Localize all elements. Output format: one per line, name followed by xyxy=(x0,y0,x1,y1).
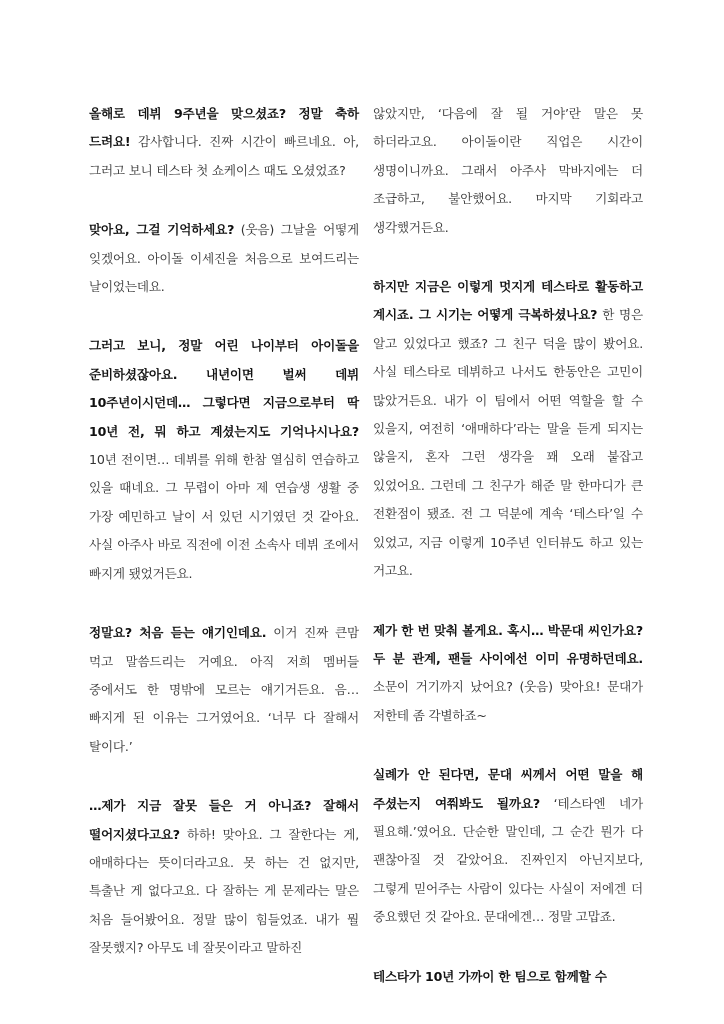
qa-paragraph xyxy=(373,273,643,585)
question-text: 맞아요, 그걸 기억하세요? xyxy=(89,222,235,238)
answer-text: 한 명은 알고 있었다고 했죠? 그 친구 덕을 많이 봤어요. 사실 테스타로 데뷔하고 나서도 한동안은 고민이 많았거든요. 내가 이 팀에서 어떤 역할을 할 수 있을지, 여전히 ‘애매하다’라는 말을 듣게 되지는 않을지, 혼자 그런 생각을 꽤 오래 붙잡고 있었어요. 그런데 그 친구가 해준 말 한마디가 큰 전환점이 됐죠. 전 그 덕분에 계속 ‘테스타’일 수 있었고, 지금 이렇게 10주년 인터뷰도 하고 있는 거고요. xyxy=(373,307,643,579)
question-text: 실례가 안 된다면, 문대 씨께서 어떤 말을 해 주셨는지 여쭤봐도 될까요? xyxy=(373,767,643,811)
answer-text: (웃음) 그날을 어떻게 잊겠어요. 아이돌 이세진을 처음으로 보여드리는 날이었는데요. xyxy=(89,222,359,295)
qa-paragraph xyxy=(89,216,359,301)
question-text: 테스타가 10년 가까이 한 팀으로 함께할 수 xyxy=(373,968,607,984)
qa-paragraph xyxy=(373,761,643,931)
question-text: 제가 한 번 맞춰 볼게요. 혹시… 박문대 씨인가요? 두 분 관계, 팬들 사이에선 이미 유명하던데요. xyxy=(373,622,643,666)
question-text: 정말요? 처음 듣는 얘기인데요. xyxy=(89,625,267,641)
right-column xyxy=(373,100,643,1022)
qa-paragraph xyxy=(373,963,643,991)
question-text: 그러고 보니, 정말 어린 나이부터 아이돌을 준비하셨잖아요. 내년이면 벌써 데뷔 10주년이시던데… 그렇다면 지금으로부터 딱 10년 전, 뭐 하고 계셨는지도 기억나시나요? xyxy=(89,338,359,439)
question-text: …제가 지금 잘못 들은 거 아니죠? 잘해서 떨어지셨다고요? xyxy=(89,798,359,842)
answer-text: 이거 진짜 큰맘 먹고 말씀드리는 거예요. 아직 저희 멤버들 중에서도 한 명밖에 모르는 얘기거든요. 음… 빠지게 된 이유는 그거였어요. ‘너무 다 잘해서 탈이다.’ xyxy=(89,625,359,754)
qa-paragraph xyxy=(373,617,643,731)
question-text: 하지만 지금은 이렇게 멋지게 테스타로 활동하고 계시죠. 그 시기는 어떻게 극복하셨나요? xyxy=(373,279,643,323)
answer-text: 감사합니다. 진짜 시간이 빠르네요. 아, 그러고 보니 테스타 첫 쇼케이스 때도 오셨었죠? xyxy=(89,134,359,178)
answer-text: ‘테스타엔 네가 필요해.’였어요. 단순한 말인데, 그 순간 뭔가 다 괜찮아질 것 같았어요. 진짜인지 아닌지보다, 그렇게 믿어주는 사람이 있다는 사실이 저에겐 더 중요했던 것 같아요. 문대에겐… 정말 고맙죠. xyxy=(373,795,643,925)
answer-text: 10년 전이면… 데뷔를 위해 한참 열심히 연습하고 있을 때네요. 그 무렵이 아마 제 연습생 생활 중 가장 예민하고 날이 서 있던 시기였던 것 같아요. 사실 아주사 바로 직전에 이전 소속사 데뷔 조에서 빠지게 됐었거든요. xyxy=(89,452,359,581)
question-text: 올해로 데뷔 9주년을 맞으셨죠? 정말 축하 드려요! xyxy=(89,106,359,150)
answer-text: 소문이 거기까지 났어요? (웃음) 맞아요! 문대가 저한테 좀 각별하죠~ xyxy=(373,679,643,723)
qa-paragraph xyxy=(89,332,359,588)
left-column xyxy=(89,100,359,994)
answer-text: 하하! 맞아요. 그 잘한다는 게, 애매하다는 뜻이더라고요. 못 하는 건 없지만, 특출난 게 없다고요. 다 잘하는 게 문제라는 말은 처음 들어봤어요. 정말 많이 힘들었죠. 내가 뭘 잘못했지? 아무도 네 잘못이라고 말하진 xyxy=(89,826,359,956)
qa-paragraph xyxy=(89,792,359,962)
answer-text: 않았지만, ‘다음에 잘 될 거야’란 말은 못 하더라고요. 아이돌이란 직업은 시간이 생명이니까요. 그래서 아주사 막바지에는 더 조급하고, 불안했어요. 마지막 기회라고 생각했거든요. xyxy=(373,106,643,235)
qa-paragraph xyxy=(89,619,359,761)
qa-paragraph xyxy=(89,100,359,185)
qa-paragraph xyxy=(373,100,643,242)
